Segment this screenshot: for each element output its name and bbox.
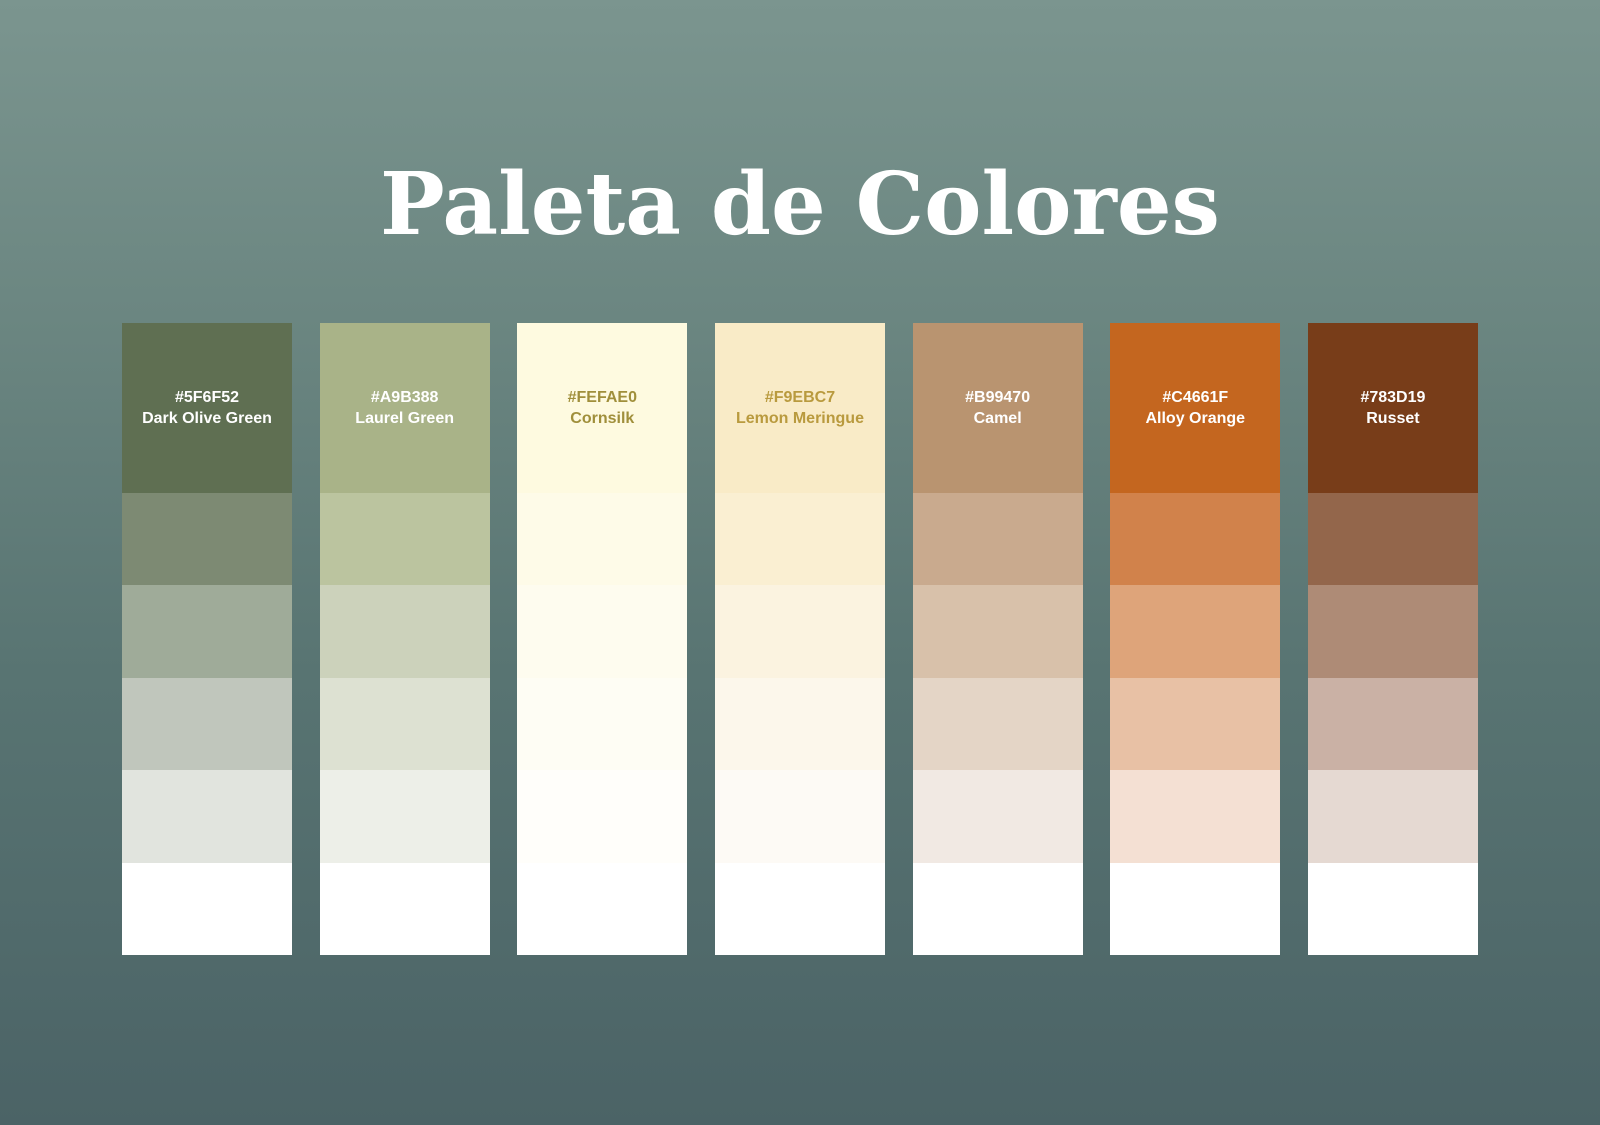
color-name: Camel [973, 410, 1022, 427]
color-tint [122, 770, 292, 862]
color-name: Cornsilk [570, 410, 635, 427]
color-tint [1308, 863, 1478, 955]
color-column [913, 323, 1083, 955]
color-palette [122, 323, 1478, 955]
color-swatch-primary [122, 323, 292, 493]
color-tint [517, 770, 687, 862]
color-tint [715, 585, 885, 677]
color-swatch-primary [715, 323, 885, 493]
swatch-label [715, 387, 885, 429]
color-name: Dark Olive Green [142, 410, 272, 427]
color-tint [1308, 678, 1478, 770]
color-column [122, 323, 292, 955]
color-tint [1110, 493, 1280, 585]
color-tint [1110, 863, 1280, 955]
color-tint [517, 863, 687, 955]
color-tint [320, 585, 490, 677]
color-tint [913, 493, 1083, 585]
color-tint [913, 585, 1083, 677]
color-tint [1308, 493, 1478, 585]
color-tint [1110, 770, 1280, 862]
color-swatch-primary [1110, 323, 1280, 493]
color-hex: #F9EBC7 [764, 389, 836, 406]
color-name: Lemon Meringue [735, 410, 864, 427]
color-swatch-primary [913, 323, 1083, 493]
color-tint [1110, 585, 1280, 677]
swatch-label [122, 387, 292, 429]
color-tint [913, 678, 1083, 770]
color-swatch-primary [1308, 323, 1478, 493]
color-hex: #FEFAE0 [567, 389, 637, 406]
color-hex: #783D19 [1360, 389, 1426, 406]
color-tint [320, 678, 490, 770]
color-swatch-primary [517, 323, 687, 493]
color-tint [122, 863, 292, 955]
swatch-label [517, 387, 687, 429]
color-hex: #A9B388 [370, 389, 439, 406]
color-tint [715, 678, 885, 770]
color-hex: #C4661F [1162, 389, 1229, 406]
swatch-label [320, 387, 490, 429]
color-tint [913, 770, 1083, 862]
color-column [1110, 323, 1280, 955]
color-column [320, 323, 490, 955]
color-tint [715, 770, 885, 862]
color-tint [715, 493, 885, 585]
color-tint [1110, 678, 1280, 770]
color-tint [913, 863, 1083, 955]
color-hex: #5F6F52 [174, 389, 240, 406]
color-column [1308, 323, 1478, 955]
color-tint [517, 493, 687, 585]
color-name: Alloy Orange [1145, 410, 1246, 427]
color-swatch-primary [320, 323, 490, 493]
swatch-label [913, 387, 1083, 429]
swatch-label [1308, 387, 1478, 429]
color-tint [715, 863, 885, 955]
color-tint [320, 770, 490, 862]
color-name: Laurel Green [355, 410, 454, 427]
color-tint [320, 863, 490, 955]
swatch-label [1110, 387, 1280, 429]
color-column [517, 323, 687, 955]
color-tint [1308, 770, 1478, 862]
color-tint [122, 493, 292, 585]
color-tint [517, 678, 687, 770]
color-name: Russet [1366, 410, 1420, 427]
color-tint [320, 493, 490, 585]
color-column [715, 323, 885, 955]
color-tint [517, 585, 687, 677]
color-tint [1308, 585, 1478, 677]
color-tint [122, 678, 292, 770]
color-tint [122, 585, 292, 677]
color-hex: #B99470 [965, 389, 1031, 406]
page-title: Paleta de Colores [380, 154, 1220, 255]
